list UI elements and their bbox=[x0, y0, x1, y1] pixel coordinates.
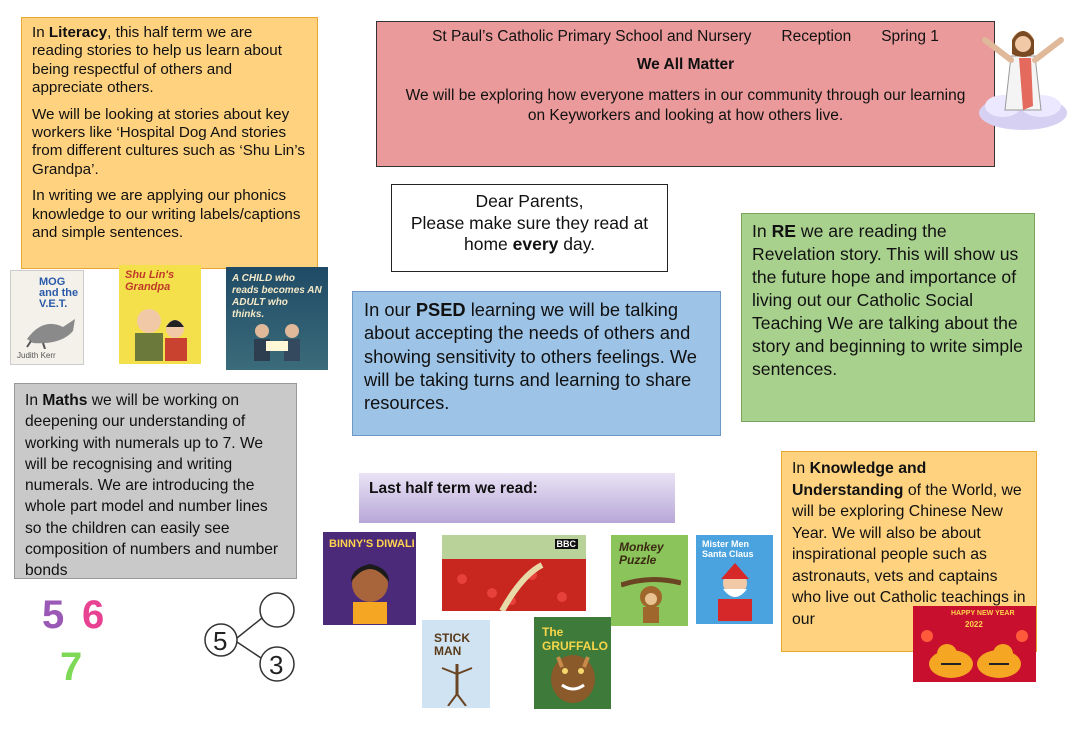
term-name: Spring 1 bbox=[881, 28, 939, 45]
maths-panel: In Maths we will be working on deepening our understanding of working with numerals up to 7. We will be recognising and writing numerals. We are introducing the whole part model and number lines so the children can easily see composition of numbers and number bonds bbox=[14, 383, 297, 579]
parents-note bbox=[391, 184, 668, 272]
literacy-para-3: In writing we are applying our phonics knowledge to our writing labels/captions and simple sentences. bbox=[32, 187, 301, 242]
class-name: Reception bbox=[781, 28, 852, 45]
school-name: St Paul’s Catholic Primary School and Nursery bbox=[432, 28, 752, 45]
knowledge-understanding-panel: In Knowledge and Understanding of the World, we will be exploring Chinese New Year. We will also be about inspirational people such as astronauts, vets and captains who live out Catholic teachings in our bbox=[781, 451, 1037, 652]
numbers-graphic bbox=[38, 592, 118, 687]
book-binny-cover: BINNY'S DIWALI bbox=[323, 532, 416, 625]
topic-title: We All Matter bbox=[636, 56, 735, 73]
literacy-panel bbox=[21, 17, 318, 269]
part-whole-model bbox=[203, 590, 299, 686]
topic-description: We will be exploring how everyone matters in our community through our learning on Keyworkers and looking at how others live. bbox=[405, 87, 966, 124]
whole-number: 5 bbox=[213, 626, 228, 656]
number-5: 5 bbox=[42, 593, 65, 637]
parents-line-2: Please make sure they read at bbox=[410, 212, 649, 233]
part-number: 3 bbox=[269, 650, 284, 680]
parents-line-3: home every day. bbox=[463, 234, 596, 254]
book-mog-cover: MOG and the V.E.T. Judith Kerr bbox=[10, 270, 84, 365]
book-gruffalo-cover: The GRUFFALO bbox=[534, 617, 611, 709]
number-7: 7 bbox=[60, 645, 83, 687]
number-6: 6 bbox=[82, 593, 105, 637]
header-panel bbox=[376, 21, 995, 167]
parents-greeting: Dear Parents, bbox=[475, 191, 584, 211]
chinese-new-year-image: HAPPY NEW YEAR 2022 bbox=[913, 606, 1036, 682]
book-stick-man-cover: STICK MAN bbox=[422, 620, 490, 708]
book-santa-cover: Mister Men Santa Claus bbox=[696, 535, 773, 624]
book-child-reads-cover: A CHILD who reads becomes AN ADULT who thinks. bbox=[226, 267, 328, 370]
book-shu-lin-cover: Shu Lin's Grandpa bbox=[119, 265, 201, 364]
re-panel: In RE we are reading the Revelation story. This will show us the future hope and importance of living out our Catholic Social Teaching We are talking about the story and beginning to write simple sentences. bbox=[741, 213, 1035, 422]
literacy-para-2: We will be looking at stories about key workers like ‘Hospital Dog And stories from different cultures such as ‘Shu Lin’s Grandpa’. bbox=[32, 105, 305, 178]
last-half-term-banner: Last half term we read: bbox=[359, 473, 675, 523]
book-monkey-puzzle-cover: Monkey Puzzle bbox=[611, 535, 688, 626]
literacy-para-1: In Literacy, this half term we are reading stories to help us learn about being respectful of others and appreciate others. bbox=[32, 24, 282, 97]
jesus-illustration bbox=[975, 18, 1070, 133]
book-poppies-cover: BBC bbox=[442, 535, 586, 611]
psed-panel: In our PSED learning we will be talking about accepting the needs of others and showing sensitivity to others feelings. We will be taking turns and learning to share resources. bbox=[352, 291, 721, 436]
